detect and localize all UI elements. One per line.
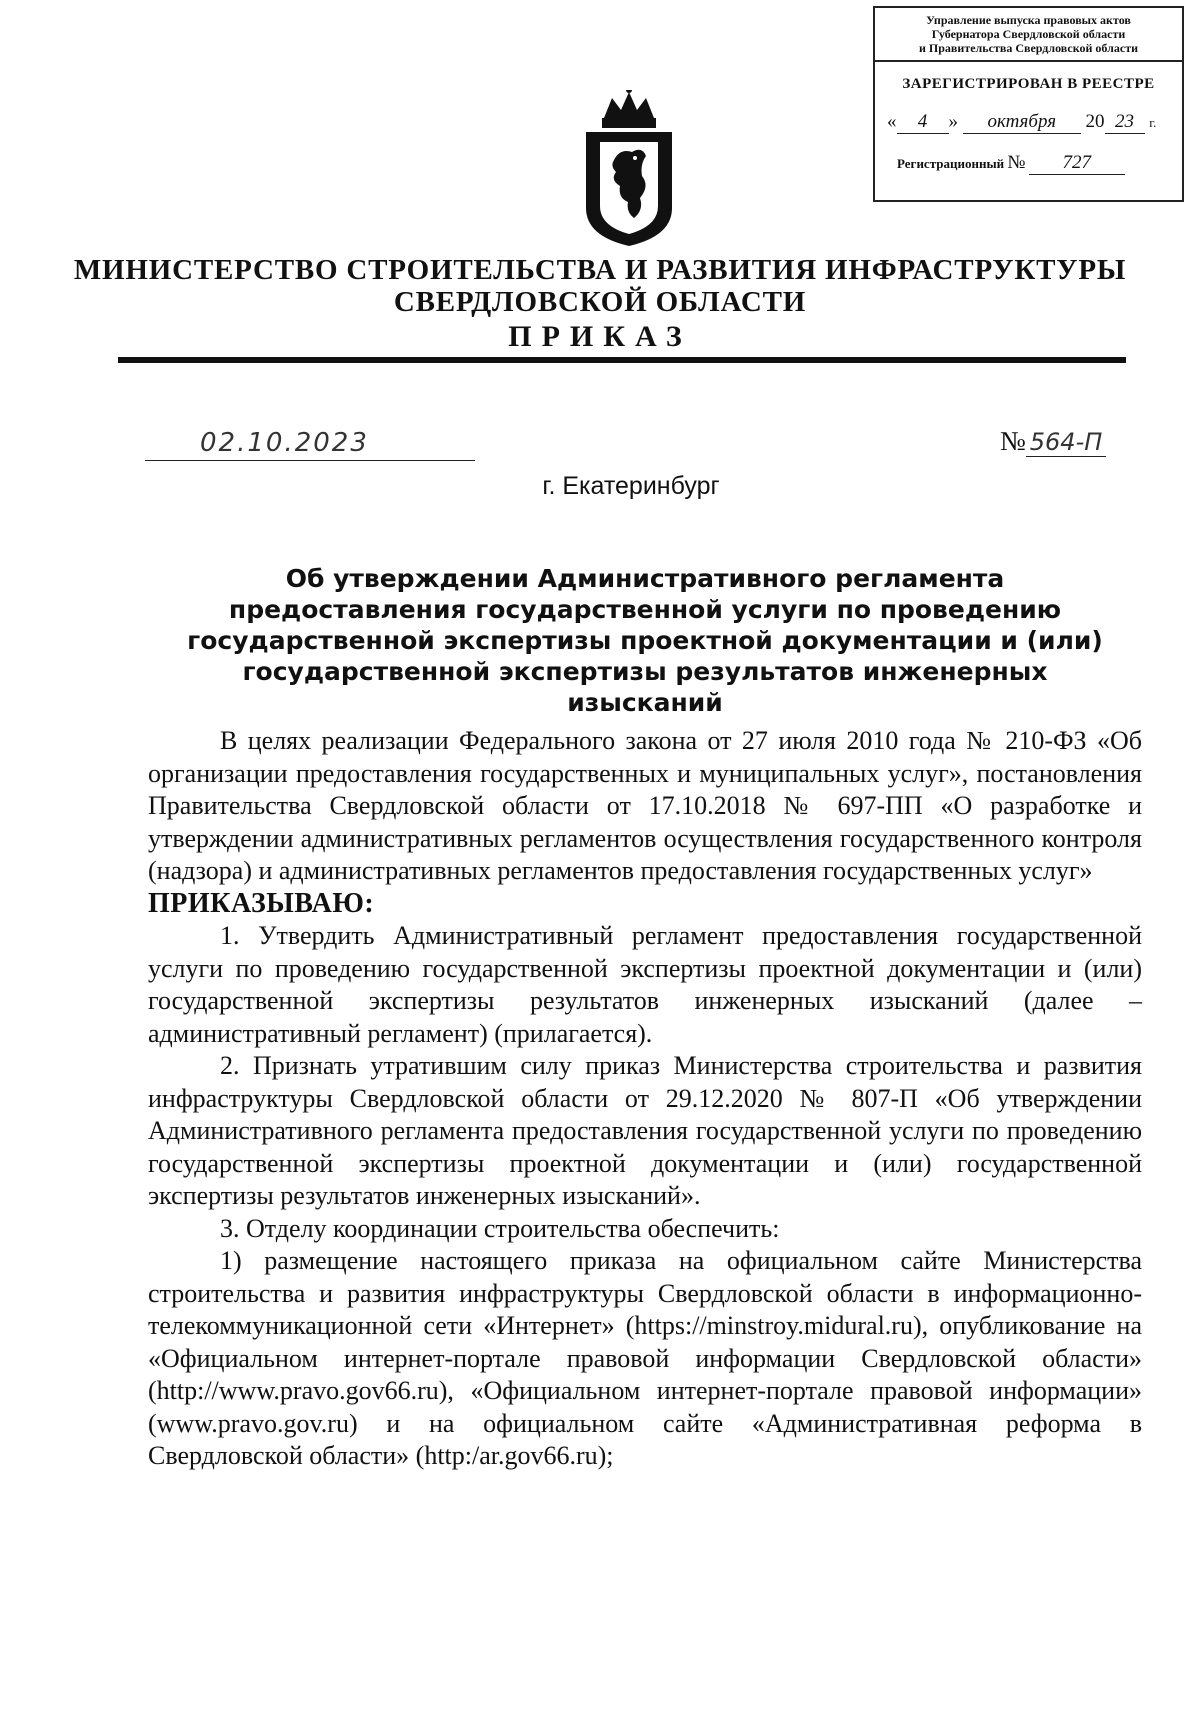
stamp-day: 4 xyxy=(897,111,949,134)
ministry-line2: СВЕРДЛОВСКОЙ ОБЛАСТИ xyxy=(393,286,807,318)
doc-type-title: ПРИКАЗ xyxy=(508,320,692,353)
order-word: ПРИКАЗЫВАЮ: xyxy=(148,887,375,919)
stamp-org-line2: Губернатора Свердловской области xyxy=(931,27,1126,41)
ministry-line1: МИНИСТЕРСТВО СТРОИТЕЛЬСТВА И РАЗВИТИЯ ИНФРАСТРУКТУРЫ xyxy=(73,254,1127,286)
stamp-open-quote: « xyxy=(887,111,897,132)
stamp-date xyxy=(887,111,1182,134)
stamp-org-line1: Управление выпуска правовых актов xyxy=(926,13,1131,27)
stamp-reg-number-row xyxy=(897,152,1182,175)
item-1-paragraph: 1. Утвердить Административный регламент предоставления государственной услуги по проведению государственной экспертизы проектной документации и (или) государственной экспертизы результатов инженерных изысканий (далее – административный регламент) (прилагается). xyxy=(148,921,1142,1048)
stamp-org-line3: и Правительства Свердловской области xyxy=(919,41,1138,55)
stamp-header xyxy=(875,8,1182,62)
stamp-close-quote: » xyxy=(948,111,958,132)
order-number-row xyxy=(1000,426,1106,457)
stamp-reg-number: 727 xyxy=(1029,152,1125,175)
ministry-name xyxy=(0,254,1200,318)
preamble-paragraph: В целях реализации Федерального закона от 27 июля 2010 года № 210-ФЗ «Об организации предоставления государственных и муниципальных услуг», постановления Правительства Свердловской области от 17.10.2018 № 697-ПП «О разработке и утверждении административных регламентов осуществления государственного контроля (надзора) и административных регламентов предоставления государственных услуг» xyxy=(148,726,1142,885)
registry-stamp xyxy=(873,6,1184,202)
item-2-paragraph: 2. Признать утратившим силу приказ Министерства строительства и развития инфраструктуры Свердловской области от 29.12.2020 № 807-П «Об утверждении Административного регламента предоставления государственной услуги по проведению государственной экспертизы проектной документации и (или) государственной экспертизы результатов инженерных изысканий». xyxy=(148,1051,1142,1210)
order-number: 564-П xyxy=(1026,428,1107,457)
header-divider xyxy=(118,357,1126,363)
coat-of-arms-icon xyxy=(580,90,678,246)
stamp-year-suffix: 23 xyxy=(1105,111,1145,134)
stamp-num-sign: № xyxy=(1007,152,1026,173)
item-3-paragraph: 3. Отделу координации строительства обеспечить: xyxy=(220,1213,780,1243)
order-city: г. Екатеринбург xyxy=(542,472,720,500)
order-body xyxy=(148,725,1142,1473)
stamp-registered-label: ЗАРЕГИСТРИРОВАН В РЕЕСТРЕ xyxy=(902,76,1155,92)
item-3-1-paragraph: 1) размещение настоящего приказа на официальном сайте Министерства строительства и развития инфраструктуры Свердловской области в информационно-телекоммуникационной сети «Интернет» (https://minstroy.midural.ru), опубликование на «Официальном интернет-портале правовой информации Свердловской области» (http://www.pravo.gov66.ru), «Официальном интернет-портале правовой информации» (www.pravo.gov.ru) и на официальном сайте «Административная реформа в Свердловской области» (http:/ar.gov66.ru); xyxy=(148,1246,1142,1470)
order-date: 02.10.2023 xyxy=(200,428,369,458)
stamp-year-prefix: 20 xyxy=(1085,111,1105,132)
stamp-month: октября xyxy=(963,111,1081,134)
stamp-reg-label: Регистрационный xyxy=(897,156,1005,171)
order-title: Об утверждении Административного регламента предоставления государственной услуги по проведению государственной экспертизы проектной документации и (или) государственной экспертизы результатов инженерных изысканий xyxy=(187,564,1103,717)
order-num-sign: № xyxy=(1000,426,1026,456)
stamp-year-abbr: г. xyxy=(1149,115,1157,130)
